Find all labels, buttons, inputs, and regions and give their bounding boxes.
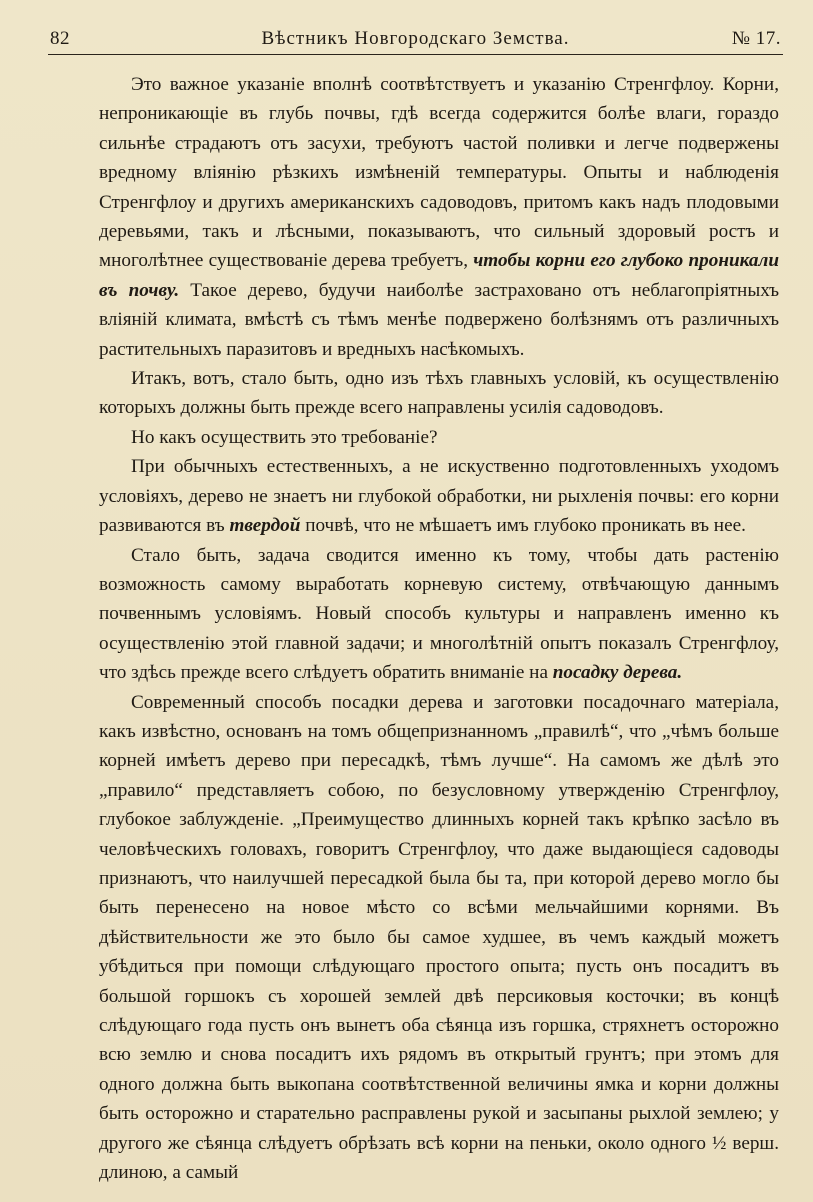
- article-body: [99, 70, 779, 1187]
- paragraph-1: Это важное указаніе вполнѣ соотвѣтствуетъ и указанію Стренгфлоу. Корни, непроникающіе въ глубь почвы, гдѣ всегда содержится болѣе влаги, гораздо сильнѣе страдаютъ отъ засухи, требуютъ частой поливки и легче подвержены вредному вліянію рѣзкихъ измѣненій температуры. Опыты и наблюденія Стренгфлоу и другихъ американскихъ садоводовъ, притомъ какъ надъ плодовыми деревьями, такъ и лѣсными, показываютъ, что сильный здоровый ростъ и многолѣтнее существованіе дерева требуетъ, чтобы корни его глубоко проникали въ почву. Такое дерево, будучи наиболѣе застраховано отъ неблагопріятныхъ вліяній климата, вмѣстѣ съ тѣмъ менѣе подвержено болѣзнямъ отъ различныхъ растительныхъ паразитовъ и вредныхъ насѣкомыхъ.: [99, 74, 779, 360]
- paragraph-5: Стало быть, задача сводится именно къ тому, чтобы дать растенію возможность самому выработать корневую систему, отвѣчающую даннымъ почвеннымъ условіямъ. Новый способъ культуры и направленъ именно къ осуществленію этой главной задачи; и многолѣтній опытъ показалъ Стренгфлоу, что здѣсь прежде всего слѣдуетъ обратить вниманіе на посадку дерева.: [99, 544, 779, 684]
- paragraph-4: При обычныхъ естественныхъ, а не искуственно подготовленныхъ уходомъ условіяхъ, дерево не знаетъ ни глубокой обработки, ни рыхленія почвы: его корни развиваются въ твердой почвѣ, что не мѣшаетъ имъ глубоко проникать въ нее.: [99, 456, 779, 537]
- paragraph-3: Но какъ осуществить это требованіе?: [131, 426, 438, 448]
- emphasis-text: твердой: [229, 515, 301, 537]
- issue-number: № 17.: [731, 28, 781, 49]
- page-number: 82: [50, 28, 70, 49]
- running-header: [48, 26, 783, 55]
- journal-title: Вѣстникъ Новгородскаго Земства.: [261, 28, 570, 49]
- emphasis-text: посадку дерева.: [552, 662, 683, 684]
- paragraph-6: Современный способъ посадки дерева и заготовки посадочнаго матеріала, какъ извѣстно, основанъ на томъ общепризнанномъ „правилѣ“, что „чѣмъ больше корней имѣетъ дерево при пересадкѣ, тѣмъ лучше“. На самомъ же дѣлѣ это „правило“ представляетъ собою, по безусловному утвержденію Стренгфлоу, глубокое заблужденіе. „Преимущество длинныхъ корней такъ крѣпко засѣло въ человѣческихъ головахъ, говоритъ Стренгфлоу, что даже выдающіеся садоводы признаютъ, что наилучшей пересадкой была бы та, при которой дерево могло бы быть перенесено на новое мѣсто со всѣми мельчайшими корнями. Въ дѣйствительности же это было бы самое худшее, въ чемъ каждый можетъ убѣдиться при помощи слѣдующаго простого опыта; пусть онъ посадитъ въ большой горшокъ съ хорошей землей двѣ персиковыя косточки; въ концѣ слѣдующаго года пусть онъ вынетъ оба сѣянца изъ горшка, стряхнетъ осторожно всю землю и снова посадитъ ихъ рядомъ въ открытый грунтъ; при этомъ для одного должна быть выкопана соотвѣтственной величины ямка и корни должны быть осторожно и старательно расправлены рукой и засыпаны рыхлой землею; у другого же сѣянца слѣдуетъ обрѣзать всѣ корни на пеньки, около одного ½ верш. длиною, а самый: [99, 691, 779, 1184]
- emphasis-text: чтобы корни его глубоко проникали въ почву.: [99, 250, 779, 301]
- paragraph-2: Итакъ, вотъ, стало быть, одно изъ тѣхъ главныхъ условій, къ осуществленію которыхъ должны быть прежде всего направлены усилія садоводовъ.: [99, 368, 779, 419]
